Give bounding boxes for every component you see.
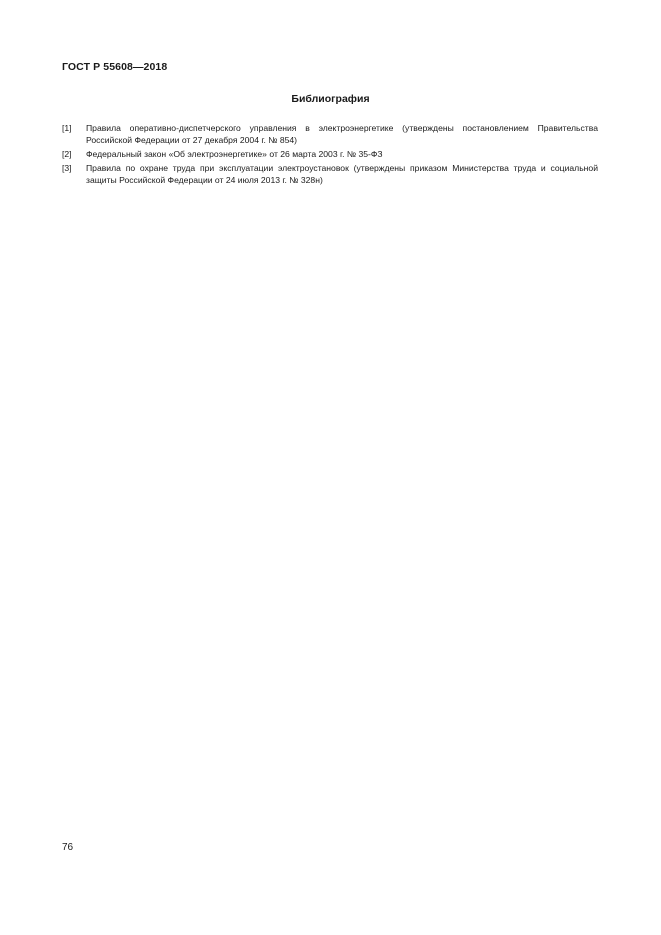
document-code: ГОСТ Р 55608—2018 — [62, 61, 168, 73]
bibliography-list — [62, 122, 598, 188]
bibliography-item-text: Правила по охране труда при эксплуатации электроустановок (утверждены приказом Министерства труда и социальной защиты Российской Федерации от 24 июля 2013 г. № 328н) — [86, 163, 598, 185]
bibliography-item-number: [3] — [62, 163, 72, 173]
bibliography-item-number: [1] — [62, 123, 72, 133]
bibliography-item-text: Правила оперативно-диспетчерского управления в электроэнергетике (утверждены постановлением Правительства Российской Федерации от 27 декабря 2004 г. № 854) — [86, 123, 598, 145]
bibliography-item — [62, 162, 598, 186]
bibliography-item — [62, 148, 598, 160]
bibliography-item-number: [2] — [62, 149, 72, 159]
section-title: Библиография — [291, 93, 370, 105]
bibliography-item-text: Федеральный закон «Об электроэнергетике» от 26 марта 2003 г. № 35-ФЗ — [86, 149, 383, 159]
bibliography-item — [62, 122, 598, 146]
page-number: 76 — [62, 842, 74, 853]
